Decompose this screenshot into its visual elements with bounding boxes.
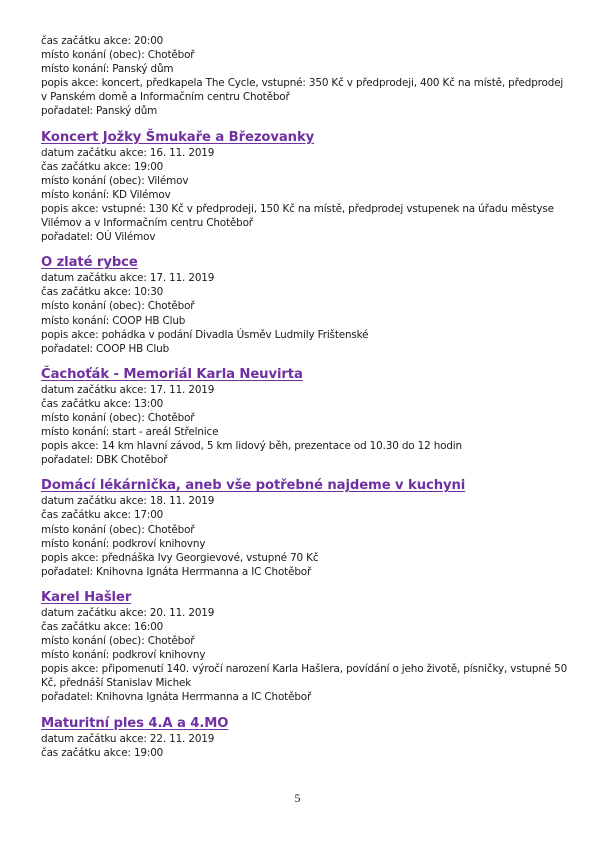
event-start-time: čas začátku akce: 19:00 — [41, 160, 164, 173]
event-venue: místo konání: KD Vilémov — [41, 188, 171, 201]
event-organizer: pořadatel: Knihovna Ignáta Herrmanna a IC Chotěboř — [41, 565, 312, 578]
event-town: místo konání (obec): Chotěboř — [41, 300, 195, 313]
event-organizer: pořadatel: Panský dům — [41, 105, 158, 118]
event-town: místo konání (obec): Chotěboř — [41, 523, 195, 536]
event-description: popis akce: připomenutí 140. výročí narození Karla Hašlera, povídání o jeho životě, písničky, vstupné 50 Kč, přednáší Stanislav Michek — [41, 663, 568, 690]
event-venue: místo konání: COOP HB Club — [41, 314, 186, 327]
event-town: místo konání (obec): Chotěboř — [41, 411, 195, 424]
event-title[interactable]: Koncert Jožky Šmukaře a Březovanky — [41, 129, 315, 145]
event-town: místo konání (obec): Chotěboř — [41, 49, 195, 62]
event-start-date: datum začátku akce: 18. 11. 2019 — [41, 495, 215, 508]
event-organizer: pořadatel: Knihovna Ignáta Herrmanna a IC Chotěboř — [41, 691, 312, 704]
lead-event-continuation — [41, 34, 571, 119]
event-start-time: čas začátku akce: 10:30 — [41, 286, 164, 299]
event-start-time: čas začátku akce: 20:00 — [41, 35, 164, 47]
event-title[interactable]: Čachoťák - Memoriál Karla Neuvirta — [41, 366, 303, 382]
event-town: místo konání (obec): Chotěboř — [41, 635, 195, 648]
event-title[interactable]: Maturitní ples 4.A a 4.MO — [41, 715, 229, 731]
event-entry — [41, 715, 571, 760]
event-title[interactable]: O zlaté rybce — [41, 255, 138, 271]
event-entry — [41, 366, 571, 468]
event-start-time: čas začátku akce: 13:00 — [41, 397, 164, 410]
event-start-date: datum začátku akce: 16. 11. 2019 — [41, 146, 215, 159]
event-entry — [41, 589, 571, 705]
event-venue: místo konání: Panský dům — [41, 63, 174, 76]
page-number: 5 — [294, 791, 301, 805]
event-town: místo konání (obec): Vilémov — [41, 174, 189, 187]
event-organizer: pořadatel: OÚ Vilémov — [41, 231, 156, 244]
event-entry — [41, 477, 571, 579]
event-description: popis akce: koncert, předkapela The Cycle, vstupné: 350 Kč v předprodeji, 400 Kč na místě, předprodej v Panském domě a Informačním centru Chotěboř — [41, 77, 564, 104]
event-start-date: datum začátku akce: 20. 11. 2019 — [41, 606, 215, 619]
event-organizer: pořadatel: DBK Chotěboř — [41, 454, 168, 467]
event-start-date: datum začátku akce: 17. 11. 2019 — [41, 272, 215, 285]
event-entry — [41, 254, 571, 356]
event-start-time: čas začátku akce: 17:00 — [41, 509, 164, 522]
event-title[interactable]: Karel Hašler — [41, 589, 132, 605]
event-description: popis akce: 14 km hlavní závod, 5 km lidový běh, prezentace od 10.30 do 12 hodin — [41, 440, 462, 453]
event-start-date: datum začátku akce: 17. 11. 2019 — [41, 383, 215, 396]
event-venue: místo konání: podkroví knihovny — [41, 537, 206, 550]
event-venue: místo konání: podkroví knihovny — [41, 649, 206, 662]
event-start-time: čas začátku akce: 16:00 — [41, 621, 164, 633]
event-description: popis akce: přednáška Ivy Georgievové, vstupné 70 Kč — [41, 551, 319, 564]
document-body — [41, 34, 571, 760]
event-title[interactable]: Domácí lékárnička, aneb vše potřebné najdeme v kuchyni — [41, 478, 466, 494]
event-description: popis akce: pohádka v podání Divadla Úsměv Ludmily Frištenské — [41, 328, 369, 341]
event-organizer: pořadatel: COOP HB Club — [41, 342, 170, 355]
event-start-time: čas začátku akce: 19:00 — [41, 746, 164, 759]
event-venue: místo konání: start - areál Střelnice — [41, 426, 219, 439]
event-entry — [41, 129, 571, 245]
event-start-date: datum začátku akce: 22. 11. 2019 — [41, 732, 215, 745]
event-description: popis akce: vstupné: 130 Kč v předprodeji, 150 Kč na místě, předprodej vstupenek na úřadu městyse Vilémov a v Informačním centru Chotěboř — [41, 202, 554, 230]
